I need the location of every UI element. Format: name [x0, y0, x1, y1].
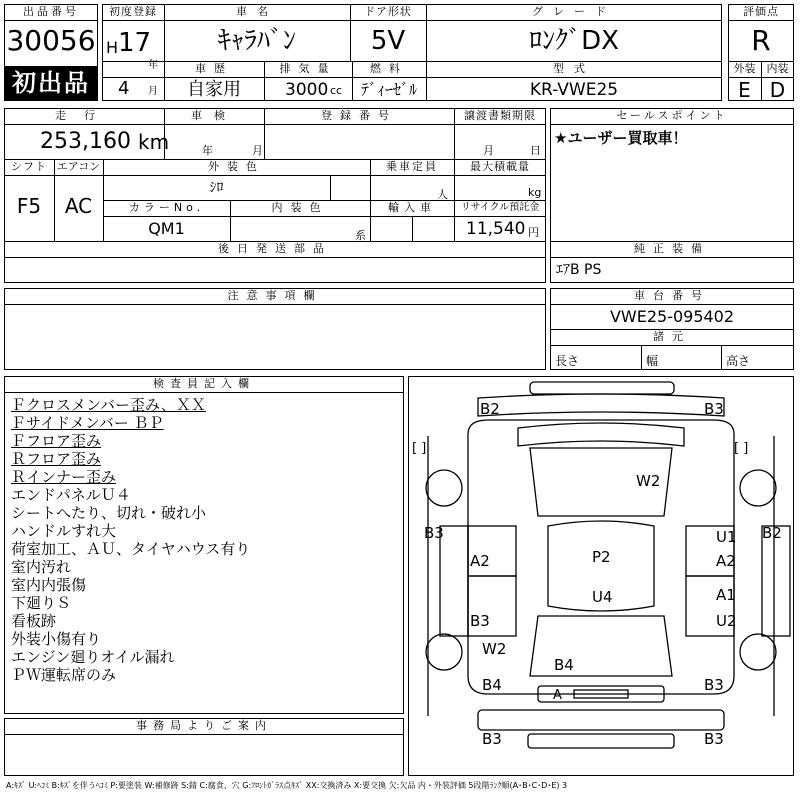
- bracket-right: [ ]: [734, 441, 749, 456]
- lot-label: 出品番号: [23, 5, 79, 18]
- damage-mark: W2: [636, 472, 661, 490]
- exterior-color: ｼﾛ: [209, 180, 224, 196]
- first-listing-badge-text: 初出品: [12, 69, 90, 97]
- damage-mark: A2: [470, 552, 490, 570]
- damage-mark: A: [553, 688, 562, 703]
- damage-mark: U2: [716, 612, 737, 630]
- recycle-unit: 円: [528, 226, 539, 239]
- inspector-note: エンジン廻りオイル漏れ: [11, 648, 175, 666]
- sales-point: ★ユーザー買取車！: [554, 129, 688, 147]
- inspector-note: Ｆクロスメンバー歪み、ＸＸ: [11, 396, 206, 414]
- max-load-label: 最大積載量: [470, 160, 530, 173]
- damage-mark: U4: [592, 588, 613, 606]
- displacement-unit: cc: [330, 84, 343, 97]
- first-reg-month: 4: [118, 78, 130, 99]
- first-listing-badge: [4, 66, 98, 101]
- damage-mark: P2: [592, 548, 611, 566]
- recycle-amount: 11,540: [466, 219, 526, 239]
- shift-label: シフト: [11, 160, 47, 173]
- legend: A:ｷｽﾞ U:ﾍｺﾐ B:ｷｽﾞを伴うﾍｺﾐ P:要塗装 W:補修跡 S:錆 C:腐食、穴 G:ﾌﾛﾝﾄｶﾞﾗｽ点ｷｽﾞ XX:交換済み X:要交換 欠:欠品 内・外装評価 5段階ﾗﾝｸ順(A･B･C･D･E) 3: [6, 781, 568, 790]
- inspector-note: Ｆサイドメンバー ＢＰ: [11, 414, 164, 432]
- length-label: 長さ: [555, 354, 580, 368]
- mileage-unit: km: [138, 130, 170, 154]
- width-label: 幅: [646, 354, 659, 368]
- displacement-label: 排気量: [279, 62, 337, 75]
- ac-label: エアコン: [56, 160, 101, 173]
- exterior-color-label: 外装色: [208, 160, 265, 173]
- fuel-label: 燃料: [370, 62, 408, 75]
- inspector-note: 室内内張傷: [11, 576, 87, 594]
- inspector-note: 外装小傷有り: [11, 630, 102, 648]
- sales-point-label: セールスポイント: [616, 109, 728, 122]
- specs-label: 諸元: [653, 330, 691, 343]
- damage-mark: U1: [716, 528, 737, 546]
- inspection-month-unit: 月: [252, 144, 263, 157]
- inspection-year-unit: 年: [202, 144, 213, 157]
- damage-mark: W2: [482, 640, 507, 658]
- max-load-unit: kg: [528, 186, 542, 199]
- grade-label: グレード: [532, 5, 616, 18]
- interior-grade-label: 内装: [766, 62, 789, 75]
- model: KR-VWE25: [529, 80, 619, 100]
- capacity-unit: 人: [437, 188, 448, 201]
- door-label: ドア形状: [364, 5, 412, 18]
- damage-mark: B3: [482, 730, 502, 748]
- height-label: 高さ: [726, 354, 751, 368]
- grade: ﾛﾝｸﾞDX: [529, 26, 619, 56]
- damage-mark: A2: [716, 552, 736, 570]
- chassis-label: 車台番号: [634, 289, 710, 302]
- damage-mark: B3: [704, 400, 724, 418]
- capacity-label: 乗車定員: [386, 160, 438, 173]
- score-label: 評価点: [743, 5, 779, 18]
- shift: F5: [16, 194, 42, 218]
- inspector-note: Ｒインナー歪み: [11, 468, 117, 486]
- damage-mark: B3: [704, 676, 724, 694]
- inspector-note: Ｒフロア歪み: [11, 450, 102, 468]
- car-name-label: 車名: [236, 5, 278, 18]
- era: H: [106, 38, 119, 57]
- damage-mark: A1: [716, 586, 736, 604]
- damage-mark: B2: [480, 400, 500, 418]
- damage-mark: B3: [470, 612, 490, 630]
- damage-mark: B2: [762, 524, 782, 542]
- inspector-note: 室内汚れ: [11, 558, 72, 576]
- mileage-label: 走行: [55, 109, 113, 122]
- office-label: 事務局よりご案内: [136, 719, 272, 732]
- first-reg-label: 初度登録: [109, 5, 157, 18]
- chassis-number: VWE25-095402: [609, 307, 735, 326]
- mileage: 253,160: [40, 129, 131, 154]
- score: R: [751, 24, 771, 57]
- car-diagram: [408, 376, 794, 776]
- caution-label: 注意事項欄: [227, 289, 323, 302]
- interior-color-suffix: 系: [355, 229, 366, 242]
- inspector-note: シートへたり、切れ・破れ小: [11, 504, 207, 522]
- displacement: 3000: [285, 80, 329, 100]
- history-label: 車歴: [195, 62, 233, 75]
- genuine-equipment-label: 純正装備: [634, 242, 710, 255]
- genuine-equipment: ｴｱB PS: [556, 262, 602, 278]
- inspector-note: Ｆフロア歪み: [11, 432, 102, 450]
- history: 自家用: [187, 79, 241, 100]
- exterior-grade: E: [738, 78, 751, 102]
- inspector-label: 検査員記入欄: [153, 377, 255, 390]
- interior-grade: D: [769, 78, 786, 102]
- first-reg-year: 17: [118, 28, 152, 58]
- inspector-note: エンドパネルＵ４: [11, 486, 131, 504]
- inspection-label: 車検: [191, 109, 237, 122]
- inspector-note: 荷室加工、ＡＵ、タイヤハウス有り: [11, 540, 251, 558]
- transfer-deadline-label: 譲渡書類期限: [464, 109, 536, 122]
- year-unit: 年: [148, 60, 158, 71]
- inspector-note: 下廻りＳ: [11, 594, 72, 612]
- inspector-note: 看板跡: [11, 612, 57, 630]
- door-type: 5V: [370, 26, 406, 56]
- color-no: QM1: [148, 219, 185, 238]
- transfer-day-unit: 日: [530, 144, 541, 157]
- damage-mark: B3: [424, 524, 444, 542]
- color-no-label: カラーNo.: [128, 201, 205, 214]
- ac: AC: [64, 194, 93, 218]
- inspector-note: ＰＷ運転席のみ: [11, 666, 117, 684]
- recycle-label: リサイクル預託金: [460, 202, 540, 213]
- transfer-month-unit: 月: [483, 144, 494, 157]
- later-parts-label: 後日発送部品: [218, 242, 332, 255]
- month-unit: 月: [148, 86, 158, 97]
- exterior-grade-label: 外装: [733, 62, 756, 75]
- inspector-note: ハンドルすれ大: [11, 522, 117, 540]
- damage-mark: B4: [482, 676, 502, 694]
- car-name: ｷｬﾗﾊﾞﾝ: [217, 26, 296, 56]
- bracket-left: [ ]: [412, 441, 427, 456]
- damage-mark: B4: [554, 656, 574, 674]
- lot-number: 30056: [6, 24, 96, 57]
- model-label: 型式: [553, 62, 595, 75]
- damage-mark: B3: [704, 730, 724, 748]
- interior-color-label: 内装色: [271, 201, 329, 214]
- fuel: ﾃﾞｨｰｾﾞﾙ: [360, 80, 417, 99]
- import-label: 輸入車: [388, 201, 436, 214]
- plate-label: 登録番号: [321, 109, 397, 122]
